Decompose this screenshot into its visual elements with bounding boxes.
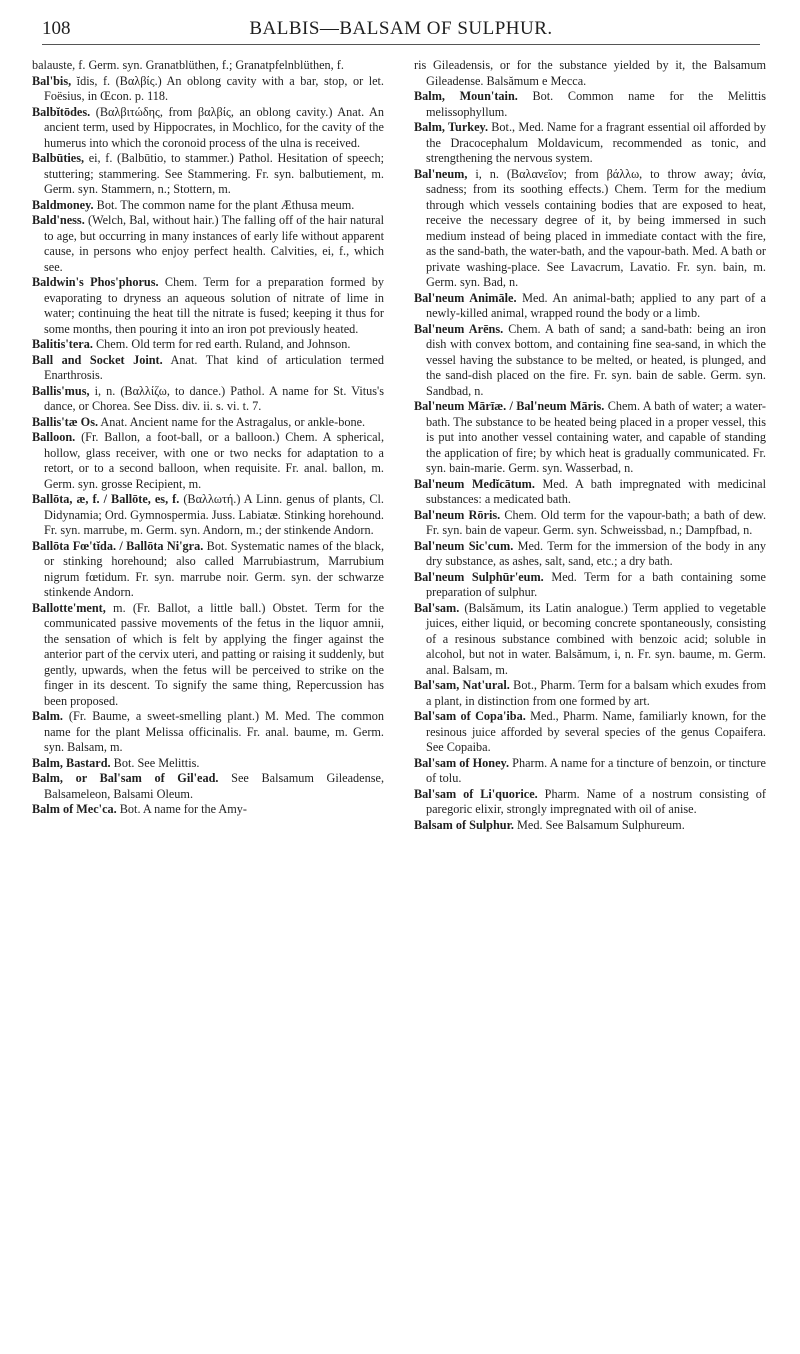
entry-headword: Bal'neum Rōris.: [414, 507, 501, 522]
entry-text: ei, f. (Balbūtio, to stammer.) Pathol. Hesitation of speech; stuttering; stammering. See Stammering. Fr. syn. balbutiement, m. Germ. syn. Stammern, n.; Stottern, m.: [44, 151, 384, 196]
entry-text: Pharm. A name for a tincture of benzoin, or tincture of tolu.: [426, 755, 766, 785]
dictionary-entry: [32, 802, 384, 818]
entry-headword: Ballis'mus,: [32, 383, 90, 398]
dictionary-entry: [32, 105, 384, 152]
entry-text: Bot., Pharm. Term for a balsam which exudes from a plant, in distinction from one formed by art.: [426, 678, 766, 708]
dictionary-entry: [32, 213, 384, 275]
entry-headword: Balsam of Sulphur.: [414, 817, 514, 832]
dictionary-entry: [414, 787, 766, 818]
entry-text: Chem. A bath of water; a water-bath. The substance to be heated being placed in a proper vessel, this is put into another vessel containing water, and capable of standing the application of fire; by which heat is gradually communicated. Fr. syn. bain-marie. Germ. syn. Wasserbad, n.: [426, 399, 766, 475]
entry-headword: Ballōta, æ, f. / Ballōte, es, f.: [32, 492, 180, 506]
dictionary-entry: [32, 709, 384, 756]
entry-text: Bot. The common name for the plant Æthusa meum.: [96, 197, 355, 212]
entry-headword: Balloon.: [32, 430, 76, 444]
entry-headword: Bal'neum Arēns.: [414, 321, 504, 336]
dictionary-entry: [32, 415, 384, 431]
entry-headword: Baldwin's Phos'phorus.: [32, 275, 159, 289]
dictionary-entry: [32, 337, 384, 353]
entry-headword: Ballōta Fœ'tĭda. / Ballōta Ni'gra.: [32, 538, 204, 553]
entry-headword: Balm of Mec'ca.: [32, 802, 117, 816]
dictionary-entry: [414, 709, 766, 756]
dictionary-entry: [414, 678, 766, 709]
entry-headword: Ballotte'ment,: [32, 600, 106, 615]
dictionary-entry: [32, 771, 384, 802]
entry-text: ĭdis, f. (Βαλβίς.) An oblong cavity with a bar, stop, or let. Foësius, in Œcon. p. 118.: [44, 73, 384, 103]
entry-text: Chem. Old term for the vapour-bath; a bath of dew. Fr. syn. bain de vapeur. Germ. syn. Schweissbad, n.; Dampfbad, n.: [426, 507, 766, 537]
dictionary-entry: [414, 756, 766, 787]
entry-headword: Bal'sam of Copa'iba.: [414, 709, 526, 723]
dictionary-entry: [414, 167, 766, 291]
dictionary-entry: [414, 508, 766, 539]
entry-headword: Balm, or Bal'sam of Gil'ead.: [32, 771, 219, 785]
entry-text: (Welch, Bal, without hair.) The falling off of the hair natural to age, but occurring in many instances of early life without apparent cause, in persons who enjoy perfect health. Calvities, ei, f., which see.: [44, 213, 384, 274]
entry-text: m. (Fr. Ballot, a little ball.) Obstet. Term for the communicated passive movements of the fetus in the liquor amnii, the sensation of which is felt by applying the finger against the anterior part of the cervix uteri, and patting or raising it suddenly, but gently, upwards, when the fetus will be perceived to strike on the finger in its descent. To signify the same thing, Repercussion has been proposed.: [44, 600, 384, 708]
dictionary-entry: [414, 89, 766, 120]
entry-headword: Balm, Turkey.: [414, 120, 489, 134]
dictionary-entry: [414, 291, 766, 322]
dictionary-entry: [414, 570, 766, 601]
dictionary-entry: [32, 492, 384, 539]
entry-headword: Bal'sam of Li'quorice.: [414, 786, 538, 801]
left-column: [32, 58, 384, 1348]
dictionary-entry: [32, 384, 384, 415]
entry-headword: Balitis'tera.: [32, 337, 93, 351]
entry-headword: Bal'sam.: [414, 600, 460, 615]
entry-headword: Bal'neum Sic'cum.: [414, 538, 514, 553]
dictionary-entry: [414, 818, 766, 834]
right-column: [414, 58, 766, 1348]
entry-headword: Bal'neum Mārīæ. / Bal'neum Māris.: [414, 399, 605, 413]
entry-headword: Balm, Bastard.: [32, 755, 111, 770]
entry-headword: Bal'neum Animāle.: [414, 290, 517, 305]
entry-text: i, n. (Βαλανεῖον; from βάλλω, to throw away; ἀνία, sadness; from its soothing effects.) Chem. Term for the medium through which vessels containing bodies that are exposed to heat, receive the necessary degree of it, by being immersed in such medium instead of being placed in immediate contact with the fire, as the sand-bath, the water-bath, and the vapour-bath. Med. A bath or private washing-place. See Lavacrum, Lavatio. Fr. syn. bain, m. Germ. syn. Bad, n.: [426, 166, 766, 289]
entry-headword: Bal'sam, Nat'ural.: [414, 678, 510, 692]
entry-headword: Baldmoney.: [32, 197, 94, 212]
dictionary-entry: [32, 430, 384, 492]
entry-text: Bot., Med. Name for a fragrant essential oil afforded by the Dracocephalum Moldavicum, recommended as tonic, and strengthening the nervous system.: [426, 120, 766, 165]
entry-text: Med. Term for a bath containing some preparation of sulphur.: [426, 569, 766, 599]
dictionary-entry: [414, 322, 766, 400]
dictionary-entry: [414, 539, 766, 570]
entry-headword: Bal'neum Sulphūr'eum.: [414, 569, 544, 584]
entry-text: Med. An animal-bath; applied to any part of a newly-killed animal, wrapped round the body or a limb.: [426, 290, 766, 320]
entry-headword: Ballis'tæ Os.: [32, 414, 99, 429]
dictionary-entry: [32, 601, 384, 710]
entry-text: Chem. Old term for red earth. Ruland, and Johnson.: [95, 337, 351, 351]
entry-text: balauste, f. Germ. syn. Granatblüthen, f.; Granatpfelnblüthen, f.: [32, 58, 344, 72]
entry-headword: Bal'neum,: [414, 166, 468, 181]
dictionary-entry: [414, 120, 766, 167]
dictionary-entry: [414, 477, 766, 508]
dictionary-entry: [414, 601, 766, 679]
dictionary-entry: [32, 151, 384, 198]
entry-headword: Bal'neum Medĭcātum.: [414, 476, 535, 491]
entry-headword: Balm, Moun'tain.: [414, 89, 518, 103]
entry-text: (Fr. Baume, a sweet-smelling plant.) M. Med. The common name for the plant Melissa officinalis. Fr. anal. baume, m. Germ. syn. Balsam, m.: [44, 709, 384, 754]
entry-text: Chem. Term for a preparation formed by evaporating to dryness an aqueous solution of nitrate of lime in water; continuing the heat till the nitrate is fused; keeping it thus for some months, then pouring it into an iron pot previously heated.: [44, 275, 384, 336]
running-head: BALBIS—BALSAM OF SULPHUR.: [249, 18, 553, 39]
entry-headword: Bal'sam of Honey.: [414, 755, 510, 770]
entry-headword: Bal'bis,: [32, 73, 72, 88]
entry-text: (Βαλβιτώδης, from βαλβίς, an oblong cavity.) Anat. An ancient term, used by Hippocrates, in Mochlico, for the cavity of the humerus into which the coronoid process of the ulna is received.: [44, 104, 384, 150]
entry-headword: Bald'ness.: [32, 213, 85, 227]
header-rule: [42, 44, 760, 45]
dictionary-entry: [414, 399, 766, 477]
entry-text: (Fr. Ballon, a foot-ball, or a balloon.) Chem. A spherical, hollow, glass receiver, with one or two necks for adaptation to a retort, or to a second balloon, when requisite. Fr. anal. ballon, m. Germ. syn. grosse Recipient, m.: [44, 430, 384, 491]
dictionary-entry: [32, 353, 384, 384]
entry-text: Anat. That kind of articulation termed Enarthrosis.: [44, 352, 384, 382]
entry-headword: Ball and Socket Joint.: [32, 352, 163, 367]
entry-text: Med., Pharm. Name, familiarly known, for the resinous juice afforded by several species of the genus Copaifera. See Copaiba.: [426, 709, 766, 754]
entry-headword: Balm.: [32, 709, 63, 723]
entry-text: Pharm. Name of a nostrum consisting of paregoric elixir, strongly impregnated with oil of anise.: [426, 786, 766, 816]
entry-headword: Balbūties,: [32, 151, 85, 165]
entry-text: (Βαλλωτή.) A Linn. genus of plants, Cl. Didynamia; Ord. Gymnospermia. Juss. Labiatæ. Stinking horehound. Fr. syn. marrube, m. Germ. syn. Andorn, m.; der stinkende Andorn.: [44, 492, 384, 537]
entry-text: ris Gileadensis, or for the substance yielded by it, the Balsamum Gileadense. Balsămum e Mecca.: [414, 58, 766, 88]
dictionary-entry: [32, 539, 384, 601]
entry-text: (Balsămum, its Latin analogue.) Term applied to vegetable juices, either liquid, or becoming concrete spontaneously, consisting of a resinous substance combined with benzoic acid; soluble in alcohol, but not in water. Balsămum, i, n. Fr. syn. baume, m. Germ. anal. Balsam, m.: [426, 600, 766, 677]
entry-text: Med. See Balsamum Sulphureum.: [517, 817, 685, 832]
dictionary-entry: [32, 275, 384, 337]
entry-text: Bot. Systematic names of the black, or stinking horehound; also called Marrubiastrum, Marrubium nigrum fœtidum. Fr. syn. marrube noir. Germ. syn. der schwarze stinkende Andorn.: [44, 538, 384, 599]
entry-text: Bot. A name for the Amy-: [119, 802, 248, 816]
entry-text: Chem. A bath of sand; a sand-bath: being an iron dish with convex bottom, and containing fine sea-sand, in which the vessel having the substance to be melted, or heated, is plunged, and the sand-dish placed on the fire. Fr. syn. bain de sable. Germ. syn. Sandbad, n.: [426, 321, 766, 398]
dictionary-entry: [32, 198, 384, 214]
entry-text: Med. Term for the immersion of the body in any dry substance, as ashes, salt, sand, etc.; a dry bath.: [426, 538, 766, 568]
entry-headword: Balbĭtōdes.: [32, 104, 91, 119]
page-number: 108: [42, 18, 71, 39]
entry-text: Bot. See Melittis.: [113, 755, 200, 770]
entry-text: Med. A bath impregnated with medicinal substances: a medicated bath.: [426, 476, 766, 506]
dictionary-entry: [32, 756, 384, 772]
dictionary-entry: [32, 58, 384, 74]
entry-text: See Balsamum Gileadense, Balsameleon, Balsami Oleum.: [44, 771, 384, 801]
dictionary-entry: [32, 74, 384, 105]
entry-text: i, n. (Βαλλίζω, to dance.) Pathol. A name for St. Vitus's dance, or Chorea. See Diss. div. ii. s. vi. t. 7.: [44, 383, 384, 413]
entry-text: Anat. Ancient name for the Astragalus, or ankle-bone.: [100, 414, 366, 429]
entry-text: Bot. Common name for the Melittis melissophyllum.: [426, 89, 766, 119]
dictionary-entry: [414, 58, 766, 89]
